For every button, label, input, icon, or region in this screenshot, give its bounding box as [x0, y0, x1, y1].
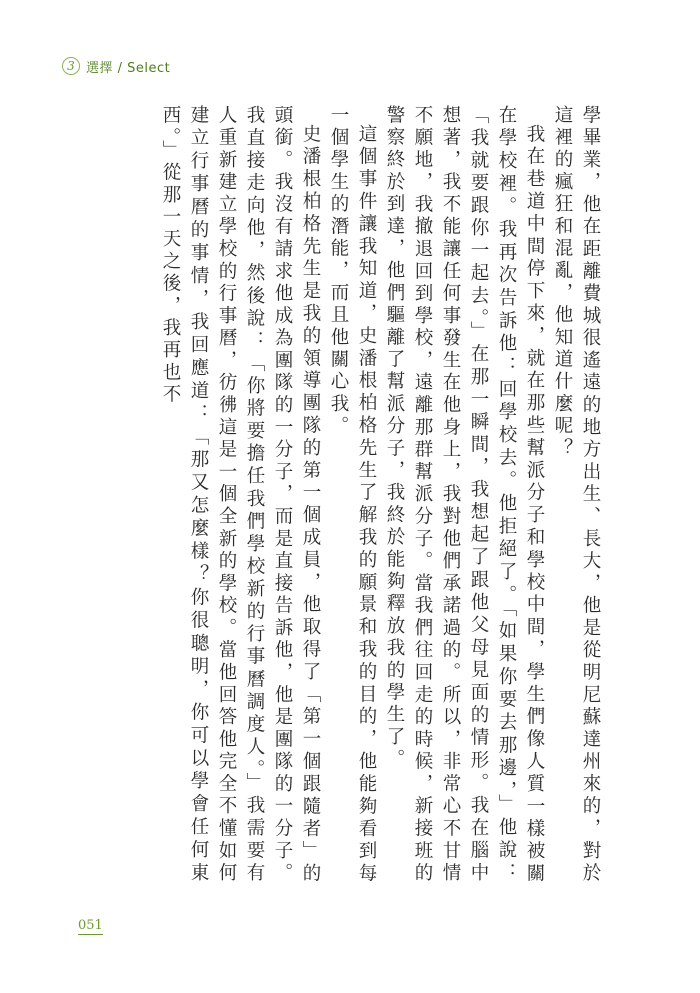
- chapter-title: 選擇 / Select: [86, 60, 171, 76]
- running-header: [62, 54, 170, 78]
- paragraph: 史潘根柏格先生是我的領導團隊的第一個成員，他取得了「第一個跟隨者」的頭銜。我沒有請求他成為團隊的一分子，而是直接告訴他，他是團隊的一分子。我直接走向他，然後說：「你將要擔任我們學校新的行事曆調度人。」我需要有人重新建立學校的行事曆，彷彿這是一個全新的學校。當他回答他完全不懂如何建立行事曆的事情，我回應道：「那又怎麼樣？你很聰明，你可以學會任何東西。」從那一天之後，我再也不: [160, 105, 321, 885]
- vertical-body-text: [100, 105, 604, 885]
- paragraph: 學畢業，他在距離費城很遙遠的地方出生、長大，他是從明尼蘇達州來的，對於這裡的瘋狂和混亂，他知道什麼呢？: [552, 105, 601, 885]
- paragraph: 我在巷道中間停下來，就在那些幫派分子和學校中間，學生們像人質一樣被關在學校裡。我再次告訴他：回學校去。他拒絕了。「如果你要去那邊，」他說：「我就要跟你一起去。」在那一瞬間，我想起了跟他父母見面的情形。我在腦中想著，我不能讓任何事發生在他身上，我對他們承諾過的。所以，非常心不甘情不願地，我撤退回到學校，遠離那群幫派分子。當我們往回走的時候，新接班的警察終於到達，他們驅離了幫派分子，我終於能夠釋放我的學生了。: [384, 105, 545, 885]
- chapter-number-badge: 3: [62, 57, 80, 75]
- page-number: 051: [78, 918, 103, 933]
- paragraph: 這個事件讓我知道，史潘根柏格先生了解我的願景和我的目的，他能夠看到每一個學生的潛能，而且他關心我。: [328, 105, 377, 885]
